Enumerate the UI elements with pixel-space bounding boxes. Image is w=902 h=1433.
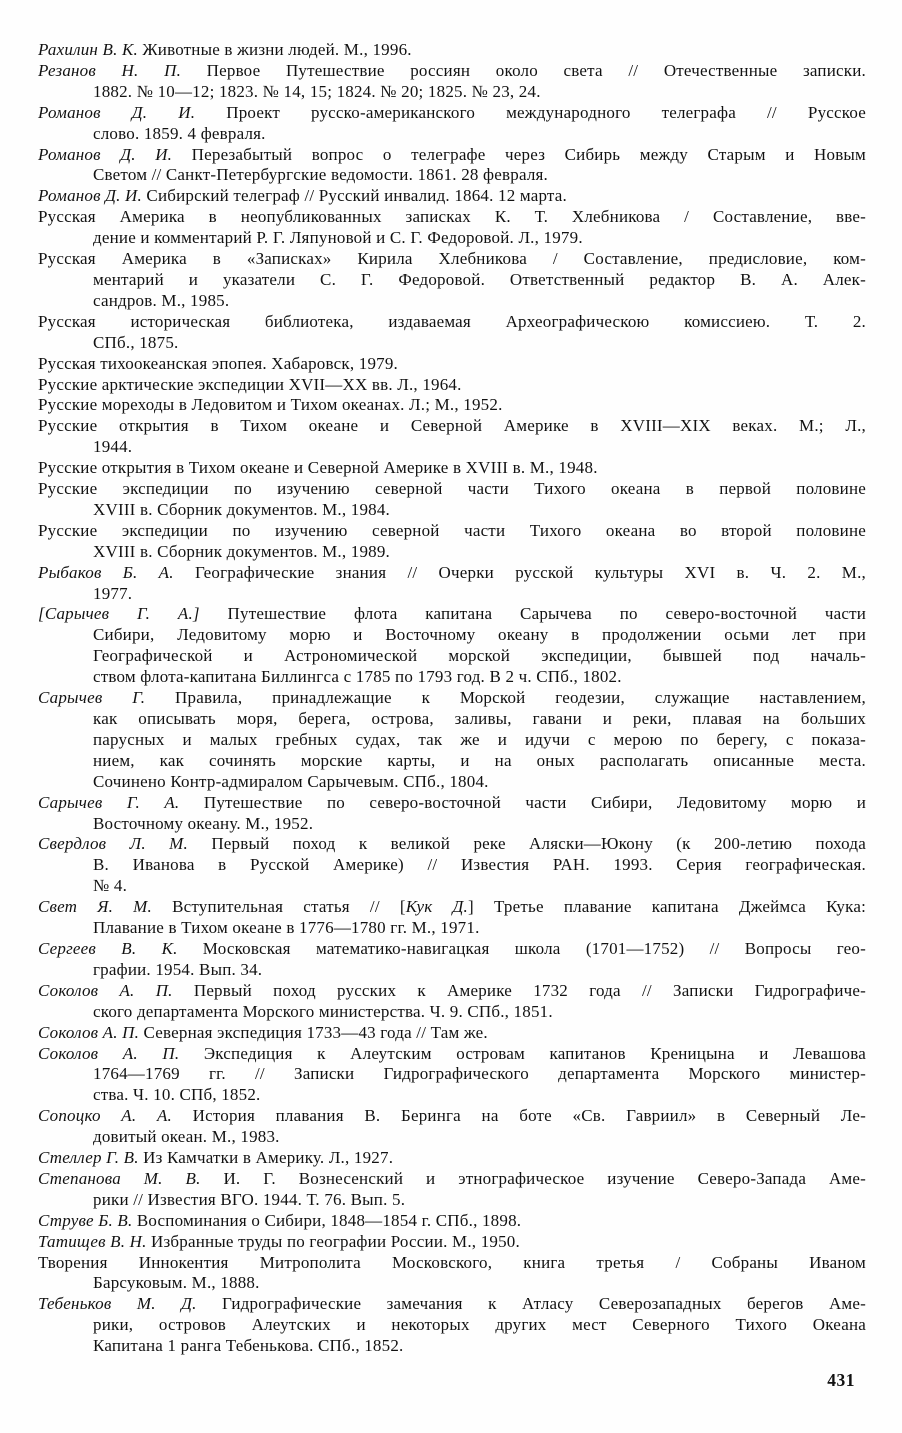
entry-line: Русская Америка в неопубликованных записках К. Т. Хлебникова / Составление, вве- [38,207,866,227]
entry-line: рики, островов Алеутских и некоторых других мест Северного Тихого Океана [93,1315,866,1335]
entry-author: Сарычев Г. А. [38,792,180,812]
entry-line: Восточному океану. М., 1952. [93,813,314,833]
entry-author: Романов Д. И. [38,102,196,122]
entry-line: Рахилин В. К. Животные в жизни людей. М., 1996. [38,40,412,59]
bibliography-entry [38,395,866,416]
entry-line: XVIII в. Сборник документов. М., 1989. [93,541,391,561]
bibliography-entry [38,1023,866,1044]
entry-line: Плавание в Тихом океане в 1776—1780 гг. М., 1971. [93,918,480,938]
entry-line: Соколов А. П. Экспедиция к Алеутским островам капитанов Креницына и Левашова [38,1043,866,1063]
entry-line: Соколов А. П. Первый поход русских к Америке 1732 года // Записки Гидрографиче- [38,980,866,1000]
entry-line: нием, как сочинять морские карты, и на оных располагать описанные места. [93,750,866,770]
entry-author: Кук Д. [405,897,468,917]
page-number: 431 [827,1370,855,1390]
entry-line: В. Иванова в Русской Америке) // Известия РАН. 1993. Серия географическая. [93,855,866,875]
entry-line: Русские открытия в Тихом океане и Северной Америке в XVIII—XIX веках. М.; Л., [38,416,866,436]
entry-line: Творения Иннокентия Митрополита Московского, книга третья / Собраны Иваном [38,1252,866,1272]
entry-line: XVIII в. Сборник документов. М., 1984. [93,499,391,519]
entry-line: Сопоцко А. А. История плавания В. Беринга на боте «Св. Гавриил» в Северный Ле- [38,1106,867,1126]
entry-line: довитый океан. М., 1983. [93,1127,280,1147]
entry-author: Рыбаков Б. А. [38,562,174,582]
bibliography-entry [38,61,866,103]
entry-line: 1882. № 10—12; 1823. № 14, 15; 1824. № 20; 1825. № 23, 24. [93,81,541,101]
entry-line: Романов Д. И. Перезабытый вопрос о телеграфе через Сибирь между Старым и Новым [38,144,866,164]
entry-line: Географической и Астрономической морской экспедиции, бывшей под началь- [93,646,866,666]
bibliography-entry [38,1106,866,1148]
entry-line: ского департамента Морского министерства. Ч. 9. СПб., 1851. [93,1001,553,1021]
entry-author: Стеллер Г. В. [38,1148,139,1168]
entry-line: Светом // Санкт-Петербургские ведомости. 1861. 28 февраля. [93,165,548,185]
entry-author: Степанова М. В. [38,1168,201,1188]
entry-line: Стеллер Г. В. Из Камчатки в Америку. Л., 1927. [38,1148,394,1168]
bibliography-entry [38,1148,866,1169]
entry-line: как описывать моря, берега, острова, заливы, гавани и реки, плавая на больших [93,709,866,728]
entry-line: Русские арктические экспедиции XVII—XX вв. Л., 1964. [38,374,462,394]
bibliography-entry [38,1294,866,1357]
entry-line: Степанова М. В. И. Г. Вознесенский и этнографическое изучение Северо-Запада Аме- [38,1168,866,1188]
bibliography-entry [38,1211,866,1232]
entry-line: Сергеев В. К. Московская математико-навигацкая школа (1701—1752) // Вопросы гео- [38,938,866,958]
bibliography-entry [38,981,866,1023]
entry-author: Тебеньков М. Д. [38,1294,197,1314]
bibliography-entry [38,793,866,835]
entry-author: Романов Д. И. [38,186,142,206]
bibliography-list [38,40,866,1357]
entry-line: Романов Д. И. Проект русско-американского международного телеграфа // Русское [38,102,867,122]
bibliography-entry [38,604,866,688]
entry-line: Русские экспедиции по изучению северной части Тихого океана во второй половине [38,520,866,540]
bibliography-entry [38,207,866,249]
entry-line: Рыбаков Б. А. Географические знания // Очерки русской культуры XVI в. Ч. 2. М., [38,562,866,582]
entry-author: Свердлов Л. М. [38,834,188,854]
entry-line: Резанов Н. П. Первое Путешествие россиян около света // Отечественные записки. [38,60,866,80]
bibliography-entry [38,563,866,605]
bibliography-entry [38,145,866,187]
entry-line: 1764—1769 гг. // Записки Гидрографического департамента Морского министер- [93,1064,866,1084]
entry-author: Татищев В. Н. [38,1231,147,1251]
entry-line: графии. 1954. Вып. 34. [93,959,263,979]
entry-line: Русские мореходы в Ледовитом и Тихом океанах. Л.; М., 1952. [38,395,503,415]
bibliography-entry [38,897,866,939]
bibliography-entry [38,521,866,563]
bibliography-entry [38,688,866,793]
entry-line: ментарий и указатели С. Г. Федоровой. Ответственный редактор В. А. Алек- [93,269,866,289]
entry-line: Татищев В. Н. Избранные труды по географии России. М., 1950. [38,1231,520,1251]
bibliography-entry [38,312,866,354]
entry-line: ством флота-капитана Биллингса с 1785 по 1793 год. В 2 ч. СПб., 1802. [93,667,622,687]
bibliography-entry [38,354,866,375]
entry-line: Русские открытия в Тихом океане и Северной Америке в XVIII в. М., 1948. [38,458,598,478]
entry-line: Русская тихоокеанская эпопея. Хабаровск, 1979. [38,353,398,373]
entry-author: Соколов А. П. [38,980,173,1000]
entry-line: СПб., 1875. [93,332,179,352]
bibliography-entry [38,375,866,396]
entry-line: Романов Д. И. Сибирский телеграф // Русский инвалид. 1864. 12 марта. [38,186,567,206]
bibliography-entry [38,1232,866,1253]
bibliography-entry [38,1169,866,1211]
entry-author: Сергеев В. К. [38,938,178,958]
entry-line: Соколов А. П. Северная экспедиция 1733—43 года // Там же. [38,1022,488,1042]
entry-line: Струве Б. В. Воспоминания о Сибири, 1848—1854 г. СПб., 1898. [38,1210,522,1230]
entry-line: Свет Я. М. Вступительная статья // [Кук Д.] Третье плавание капитана Джеймса Кука: [38,897,866,917]
entry-line: Сарычев Г. Правила, принадлежащие к Морской геодезии, служащие наставлением, [38,688,866,708]
entry-line: ства. Ч. 10. СПб, 1852. [93,1085,261,1105]
entry-line: Тебеньков М. Д. Гидрографические замечания к Атласу Северозападных берегов Аме- [38,1294,866,1314]
entry-author: Сопоцко А. А. [38,1106,173,1126]
entry-line: слово. 1859. 4 февраля. [93,123,266,143]
entry-line: 1977. [93,583,133,603]
entry-line: парусных и малых гребных судах, так же и идучи с мерою по берегу, с показа- [93,729,866,749]
entry-author: Соколов А. П. [38,1022,140,1042]
entry-author: Соколов А. П. [38,1043,180,1063]
bibliography-entry [38,416,866,458]
bibliography-entry [38,1253,866,1295]
entry-line: сандров. М., 1985. [93,290,230,310]
bibliography-entry [38,939,866,981]
entry-line: 1944. [93,437,133,457]
bibliography-entry [38,458,866,479]
entry-author: Романов Д. И. [38,144,173,164]
bibliography-entry [38,1044,866,1107]
bibliography-entry [38,103,866,145]
entry-line: дение и комментарий Р. Г. Ляпуновой и С. Г. Федоровой. Л., 1979. [93,228,583,248]
bibliography-entry [38,479,866,521]
bibliography-entry [38,834,866,897]
entry-author: Рахилин В. К. [38,40,138,59]
entry-line: Русские экспедиции по изучению северной части Тихого океана в первой половине [38,479,866,499]
entry-line: Барсуковым. М., 1888. [93,1273,260,1293]
entry-line: Свердлов Л. М. Первый поход к великой реке Аляски—Юкону (к 200-летию похода [38,834,866,854]
entry-line: Капитана 1 ранга Тебенькова. СПб., 1852. [93,1336,404,1356]
entry-line: Сибири, Ледовитому морю и Восточному океану в продолжении осьми лет при [93,625,866,645]
entry-line: [Сарычев Г. А.] Путешествие флота капитана Сарычева по северо-восточной части [38,604,866,624]
entry-line: Русская Америка в «Записках» Кирила Хлебникова / Составление, предисловие, ком- [38,249,866,269]
bibliography-entry [38,249,866,312]
bibliography-entry [38,186,866,207]
entry-line: Сарычев Г. А. Путешествие по северо-восточной части Сибири, Ледовитому морю и [38,792,866,812]
entry-author: [Сарычев Г. А.] [38,604,200,624]
bibliography-entry [38,40,866,61]
entry-line: Русская историческая библиотека, издаваемая Археографическою комиссиею. Т. 2. [38,311,866,331]
entry-author: Сарычев Г. [38,688,146,708]
entry-line: Сочинено Контр-адмиралом Сарычевым. СПб., 1804. [93,771,489,791]
entry-author: Струве Б. В. [38,1210,133,1230]
entry-line: рики // Известия ВГО. 1944. Т. 76. Вып. 5. [93,1189,406,1209]
entry-author: Свет Я. М. [38,897,152,917]
entry-line: № 4. [93,876,128,896]
entry-author: Резанов Н. П. [38,60,182,80]
